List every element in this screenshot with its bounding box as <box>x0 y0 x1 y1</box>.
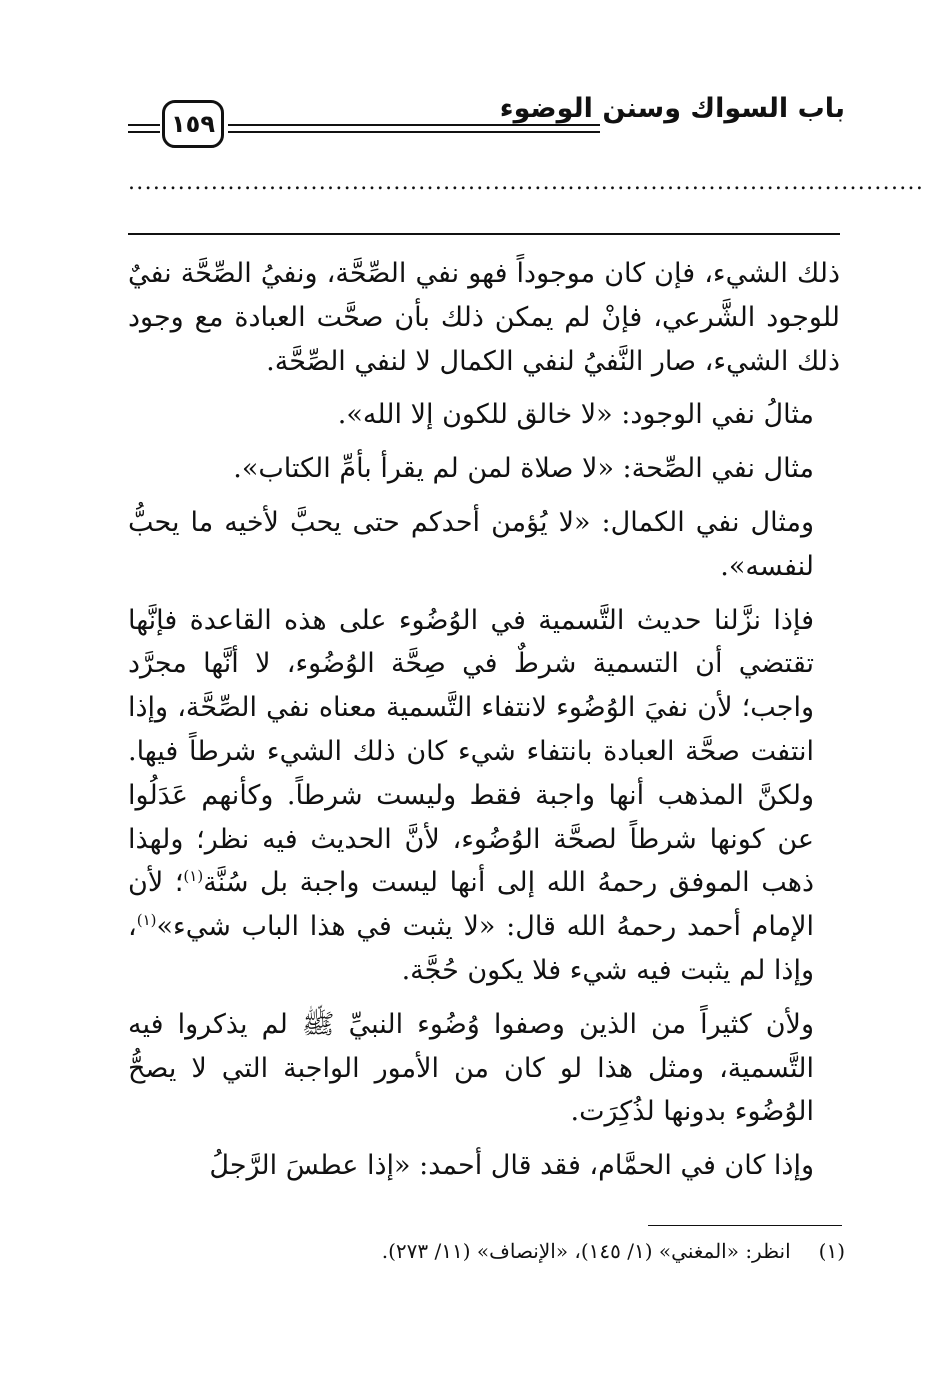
paragraph: وإذا كان في الحمَّام، فقد قال أحمد: «إذا عطسَ الرَّجلُ <box>209 1150 814 1182</box>
paragraph: مثالُ نفي الوجود: «لا خالق للكون إلا الله». <box>337 399 814 431</box>
paragraph <box>128 599 840 993</box>
paragraph-text: ؛ لأن الإمام أحمد رحمهُ الله قال: «لا يثبت في هذا الباب شيء» <box>128 867 814 943</box>
paragraph: مثال نفي الصِّحة: «لا صلاة لمن لم يقرأ بأمِّ الكتاب». <box>233 453 814 485</box>
omission-dots: ................................................................................................ <box>128 170 925 195</box>
page-number: ١٥٩ <box>162 100 224 148</box>
paragraph-text: ، وإذا لم يثبت فيه شيء فلا يكون حُجَّة. <box>128 911 814 986</box>
section-separator <box>128 233 840 235</box>
paragraph-text: فإذا نزَّلنا حديث التَّسمية في الوُضُوء على هذه القاعدة فإنَّها تقتضي أن التسمية شرطٌ في صِحَّة الوُضُوء، لا أنَّها مجرَّد واجب؛ لأن نفيَ الوُضُوء لانتفاء التَّسمية معناه نفي الصِّحَّة، وإذا انتفت صحَّة العبادة بانتفاء شيء كان ذلك الشيء شرطاً فيها. ولكنَّ المذهب أنها واجبة فقط وليست شرطاً. وكأنهم عَدَلُوا عن كونها شرطاً لصحَّة الوُضُوء، لأنَّ الحديث فيه نظر؛ ولهذا ذهب الموفق رحمهُ الله إلى أنها ليست واجبة بل سُنَّة <box>128 604 815 899</box>
footnote-number: (١) <box>818 1239 845 1263</box>
header-rule-lower <box>228 131 600 133</box>
paragraph: ولأن كثيراً من الذين وصفوا وُضُوء النبيِّ ﷺ لم يذكروا فيه التَّسمية، ومثل هذا لو كان من الأمور الواجبة التي لا يصحُّ الوُضُوء بدونها لذُكِرَت. <box>128 1008 814 1128</box>
header-rule-left-lower <box>128 131 160 133</box>
running-title: باب السواك وسنن الوضوء <box>499 93 845 124</box>
paragraph: ذلك الشيء، فإن كان موجوداً فهو نفي الصِّحَّة، ونفيُ الصِّحَّة نفيٌ للوجود الشَّرعي، فإنْ لم يمكن ذلك بأن صحَّت العبادة مع وجود ذلك الشيء، صار النَّفيُ لنفي الكمال لا لنفي الصِّحَّة. <box>128 258 840 377</box>
footnote-ref[interactable]: (١) <box>183 867 204 886</box>
paragraph: ومثال نفي الكمال: «لا يُؤمن أحدكم حتى يحبَّ لأخيه ما يحبُّ لنفسه». <box>128 506 814 582</box>
footnote <box>133 1236 845 1266</box>
header-rule-upper <box>228 124 600 126</box>
header-rule-left-upper <box>128 124 160 126</box>
footnote-separator <box>648 1225 842 1226</box>
footnote-ref[interactable]: (١) <box>136 911 157 930</box>
footnote-text: انظر: «المغني» (١/ ١٤٥)، «الإنصاف» (١١/ ٢٧٣). <box>381 1239 791 1263</box>
body-text <box>128 252 840 1188</box>
